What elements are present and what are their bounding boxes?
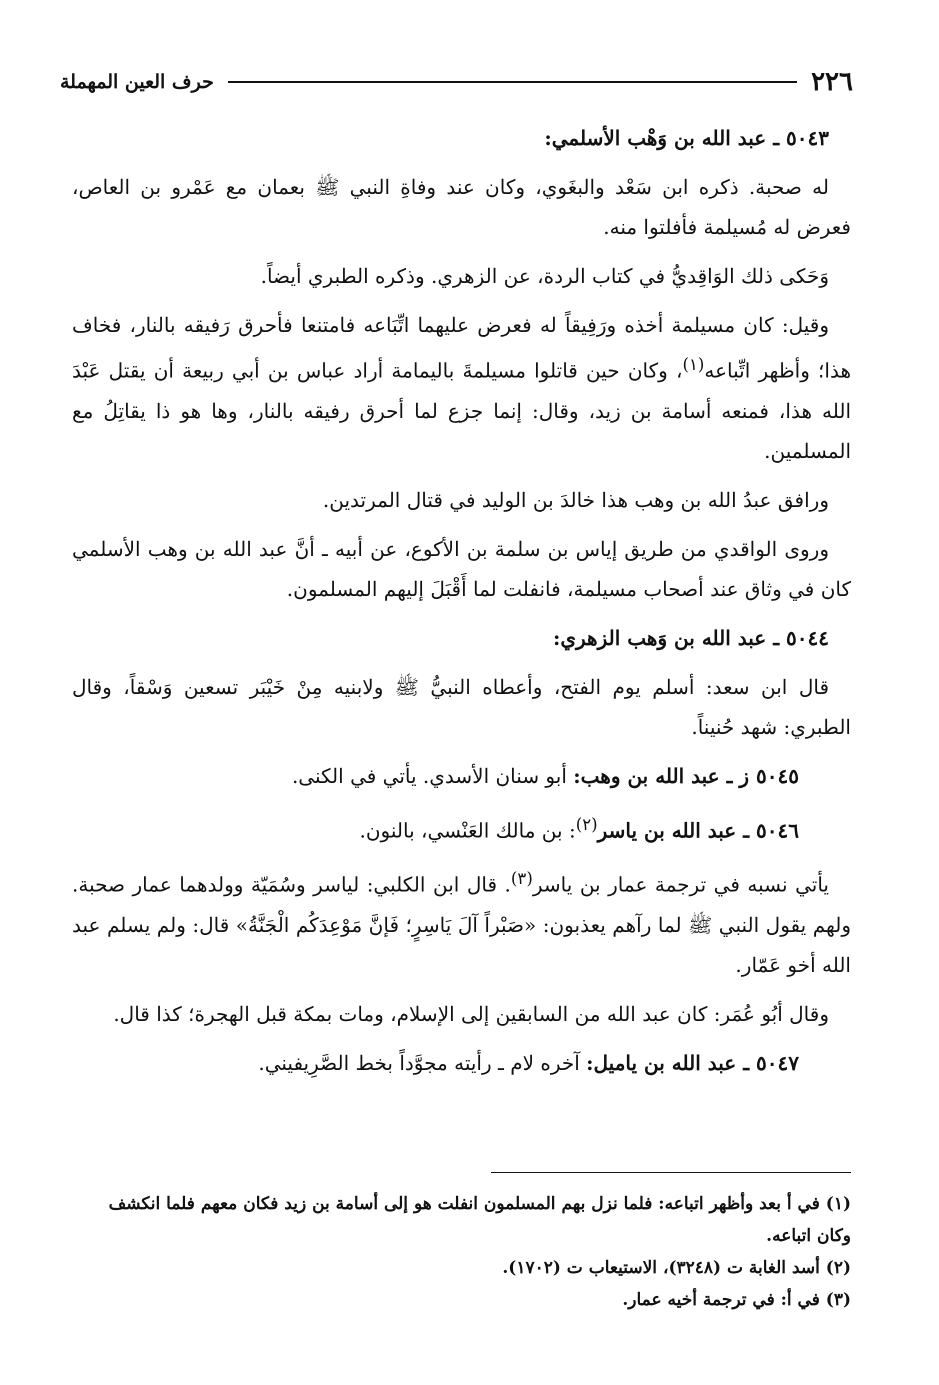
entry-5046-paragraph-2: وقال أبُو عُمَر: كان عبد الله من السابقين إلى الإسلام، ومات بمكة قبل الهجرة؛ كذا قال. [113, 1001, 829, 1026]
entry-5046 [72, 805, 851, 851]
entry-5046-text: : بن مالك العَنْسي، بالنون. [359, 818, 576, 843]
main-text [72, 118, 851, 1092]
entry-5044-paragraph-1: قال ابن سعد: أسلم يوم الفتح، وأعطاه النبيُّ ﷺ ولابنيه مِنْ خَيْبَر تسعين وَسْقاً، وقال الطبري: شهد حُنيناً. [72, 674, 851, 739]
page-header [60, 62, 853, 102]
paragraph-text: يأتي نسبه في ترجمة عمار بن ياسر [532, 872, 829, 897]
entry-5047 [72, 1043, 851, 1083]
footnote-2: (٢) أسد الغابة ت (٣٢٤٨)، الاستيعاب ت (١٧٠٢). [502, 1258, 851, 1278]
page-number: ٢٢٦ [811, 67, 853, 97]
paragraph-text: . قال ابن الكلبي: لياسر وسُمَيّة وولدهما عمار صحبة. ولهم يقول النبي ﷺ لما رآهم يعذبون: «صَبْراً آلَ يَاسِرٍ؛ فَإنَّ مَوْعِدَكُم الْجَنَّةُ» قال: ولم يسلم عبد الله أخو عَمّار. [72, 872, 851, 977]
entry-5043-paragraph-1: له صحبة. ذكره ابن سَعْد والبغَوي، وكان عند وفاةِ النبي ﷺ بعمان مع عَمْرو بن العاص، فعرض له مُسيلمة فأفلتوا منه. [72, 175, 851, 239]
entry-5043-paragraph-3 [72, 305, 851, 471]
entry-5043-paragraph-2: وَحَكى ذلك الوَاقِديُّ في كتاب الردة، عن الزهري. وذكره الطبري أيضاً. [260, 264, 829, 288]
footnote-separator [491, 1172, 851, 1173]
header-rule [228, 81, 797, 83]
footnote-3: (٣) في أ: في ترجمة أخيه عمار. [622, 1290, 851, 1310]
footnote-1: (١) في أ بعد وأظهر اتباعه: فلما نزل بهم المسلمون انفلت هو إلى أسامة بن زيد فكان معهم فلما انكشف وكان اتباعه. [108, 1194, 851, 1246]
footnote-marker-2: (٢) [575, 814, 598, 834]
entry-5047-text: آخره لام ـ رأيته مجوَّداً بخط الصَّرِيفيني. [258, 1050, 587, 1075]
entry-5043-paragraph-5: وروى الواقدي من طريق إياس بن سلمة بن الأكوع، عن أبيه ـ أنَّ عبد الله بن وهب الأسلمي كان في وثاق عند أصحاب مسيلمة، فانفلت لما أَقْبَلَ إليهم المسلمون. [72, 536, 851, 601]
entry-5045-text: أبو سنان الأسدي. يأتي في الكنى. [291, 763, 574, 788]
entry-5043-heading: ٥٠٤٣ ـ عبد الله بن وَهْب الأسلمي: [544, 126, 829, 150]
paragraph-text: وقيل: كان مسيلمة أخذه ورَفِيقاً له فعرض عليهما اتِّبَاعه فامتنعا فأحرق رَفيقه بالنار، فخاف هذا؛ وأظهر اتِّباعه [72, 313, 852, 383]
entry-5045 [72, 756, 851, 796]
running-title: حرف العين المهملة [60, 71, 214, 93]
entry-5044-heading: ٥٠٤٤ ـ عبد الله بن وَهب الزهري: [552, 625, 829, 650]
paragraph-text: ، وكان حين قاتلوا مسيلمةَ باليمامة أراد عباس بن أبي ربيعة أن يقتل عَبْدَ الله هذا، فمنعه أسامة بن زيد، وقال: إنما جزع لما أحرق رفيقه بالنار، وها هو ذا يقاتِلُ مع المسلمين. [72, 358, 851, 463]
footnotes [72, 1188, 851, 1316]
entry-5047-heading: ٥٠٤٧ ـ عبد الله بن ياميل: [586, 1050, 799, 1075]
footnote-marker-1: (١) [682, 355, 705, 374]
entry-5045-heading: ٥٠٤٥ ز ـ عبد الله بن وهب: [573, 763, 799, 788]
entry-5043-paragraph-4: ورافق عبدُ الله بن وهب هذا خالدَ بن الوليد في قتال المرتدين. [322, 487, 829, 512]
entry-5046-paragraph-1 [72, 859, 851, 985]
footnote-marker-3: (٣) [510, 869, 533, 889]
entry-5046-heading: ٥٠٤٦ ـ عبد الله بن ياسر [597, 818, 799, 843]
